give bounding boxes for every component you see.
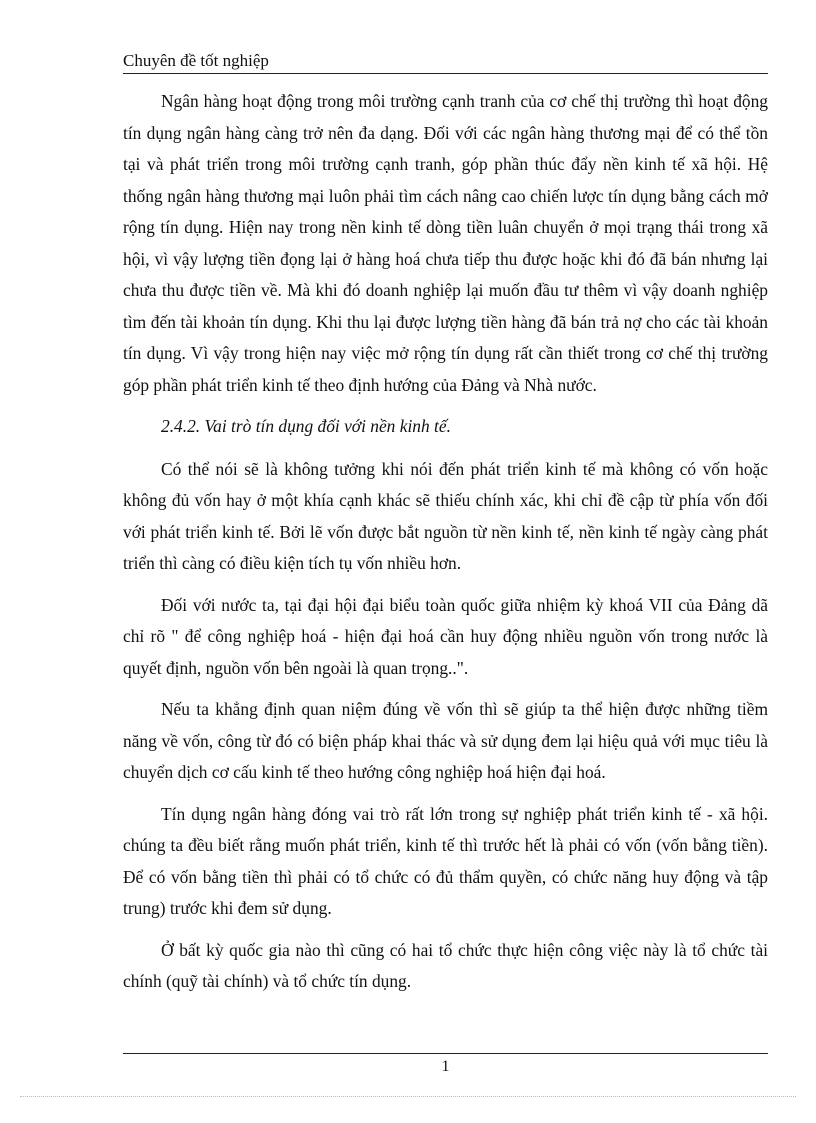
- paragraph: Tín dụng ngân hàng đóng vai trò rất lớn trong sự nghiệp phát triển kinh tế - xã hội. chúng ta đều biết rằng muốn phát triển, kinh tế thì trước hết là phải có vốn (vốn bằng tiền). Để có vốn bằng tiền thì phải có tổ chức có đủ thẩm quyền, có chức năng huy động và tập trung) trước khi đem sử dụng.: [123, 803, 768, 918]
- section-heading: 2.4.2. Vai trò tín dụng đối với nền kinh tế.: [161, 416, 451, 436]
- footer-divider: [123, 1053, 768, 1054]
- header-title: Chuyên đề tốt nghiệp: [123, 51, 269, 70]
- paragraph: Đối với nước ta, tại đại hội đại biểu toàn quốc giữa nhiệm kỳ khoá VII của Đảng dã chỉ rõ " để công nghiệp hoá - hiện đại hoá cần huy động nhiều nguồn vốn trong nước là quyết định, nguồn vốn bên ngoài là quan trọng..".: [123, 594, 768, 678]
- paragraph: Ở bất kỳ quốc gia nào thì cũng có hai tổ chức thực hiện công việc này là tổ chức tài chính (quỹ tài chính) và tổ chức tín dụng.: [123, 939, 768, 991]
- page-boundary-divider: [20, 1096, 796, 1097]
- paragraph: Nếu ta khẳng định quan niệm đúng về vốn thì sẽ giúp ta thể hiện được những tiềm năng về vốn, công từ đó có biện pháp khai thác và sử dụng đem lại hiệu quả với mục tiêu là chuyển dịch cơ cấu kinh tế theo hướng công nghiệp hoá hiện đại hoá.: [123, 699, 768, 782]
- paragraph: Ngân hàng hoạt động trong môi trường cạnh tranh của cơ chế thị trường thì hoạt động tín dụng ngân hàng càng trở nên đa dạng. Đối với các ngân hàng thương mại để có thể tồn tại và phát triển trong môi trường cạnh tranh, góp phần thúc đẩy nền kinh tế xã hội. Hệ thống ngân hàng thương mại luôn phải tìm cách nâng cao chiến lược tín dụng bằng cách mở rộng tín dụng. Hiện nay trong nền kinh tế dòng tiền luân chuyển ở mọi trạng thái trong xã hội, vì vậy lượng tiền đọng lại ở hàng hoá chưa tiếp thu được hoặc khi đó đã bán nhưng lại chưa thu được tiền về. Mà khi đó doanh nghiệp lại muốn đầu tư thêm vì vậy doanh nghiệp tìm đến tài khoản tín dụng. Khi thu lại được lượng tiền hàng đã bán trả nợ cho các tài khoản tín dụng. Vì vậy trong hiện nay việc mở rộng tín dụng rất cần thiết trong cơ chế thị trường góp phần phát triển kinh tế theo định hướng của Đảng và Nhà nước.: [123, 91, 768, 395]
- document-body: [123, 86, 768, 1008]
- paragraph: Có thể nói sẽ là không tưởng khi nói đến phát triển kinh tế mà không có vốn hoặc không đủ vốn hay ở một khía cạnh khác sẽ thiếu chính xác, khi chỉ đề cập từ phía vốn đối với phát triển kinh tế. Bởi lẽ vốn được bắt nguồn từ nền kinh tế, nền kinh tế ngày càng phát triển thì càng có điều kiện tích tụ vốn nhiều hơn.: [123, 458, 768, 573]
- page-number: 1: [441, 1058, 450, 1075]
- page-header: [123, 50, 768, 74]
